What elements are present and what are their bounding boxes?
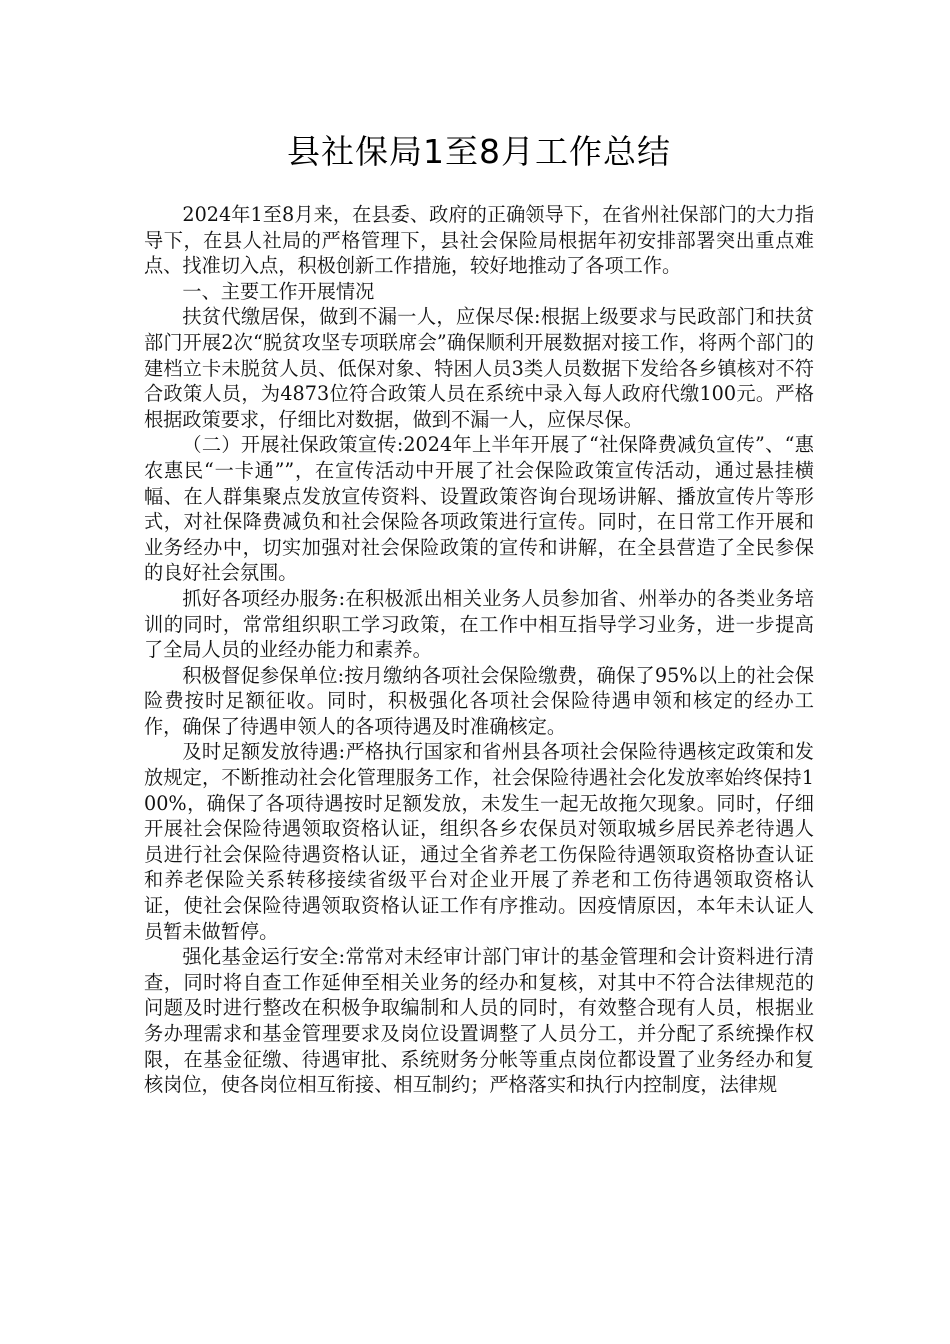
section-heading-main-work: 一、主要工作开展情况 [182,279,375,303]
paragraph-intro: 2024年1至8月来，在县委、政府的正确领导下，在省州社保部门的大力指导下，在县人社局的严格管理下，县社会保险局根据年初安排部署突出重点难点、找准切入点，积极创新工作措施，较好地推动了各项工作。 [144,203,814,278]
paragraph-handling-services: 抓好各项经办服务:在积极派出相关业务人员参加省、州举办的各类业务培训的同时，常常组织职工学习政策，在工作中相互指导学习业务，进一步提高了全局人员的业经办能力和素养。 [144,586,814,662]
document-body [144,202,814,1098]
paragraph-benefit-payment: 及时足额发放待遇:严格执行国家和省州县各项社会保险待遇核定政策和发放规定，不断推动社会化管理服务工作，社会保险待遇社会化发放率始终保持100%，确保了各项待遇按时足额发放，未发生一起无故拖欠现象。同时，仔细开展社会保险待遇领取资格认证，组织各乡农保员对领取城乡居民养老待遇人员进行社会保险待遇资格认证，通过全省养老工伤保险待遇领取资格协查认证和养老保险关系转移接续省级平台对企业开展了养老和工伤待遇领取资格认证，使社会保险待遇领取资格认证工作有序推动。因疫情原因，本年未认证人员暂未做暂停。 [144,740,814,943]
paragraph-poverty-insurance: 扶贫代缴居保，做到不漏一人，应保尽保:根据上级要求与民政部门和扶贫部门开展2次“脱贫攻坚专项联席会”确保顺利开展数据对接工作，将两个部门的建档立卡未脱贫人员、低保对象、特困人员3类人员数据下发给各乡镇核对不符合政策人员，为4873位符合政策人员在系统中录入每人政府代缴100元。严格根据政策要求，仔细比对数据，做到不漏一人，应保尽保。 [144,305,814,431]
document-title: 县社保局1至8月工作总结 [287,132,671,171]
paragraph-policy-publicity: （二）开展社保政策宣传:2024年上半年开展了“社保降费减负宣传”、“惠农惠民“一卡通””，在宣传活动中开展了社会保险政策宣传活动，通过悬挂横幅、在人群集聚点发放宣传资料、设置政策咨询台现场讲解、播放宣传片等形式，对社保降费减负和社会保险各项政策进行宣传。同时，在日常工作开展和业务经办中，切实加强对社会保险政策的宣传和讲解，在全县营造了全民参保的良好社会氛围。 [144,433,814,585]
paragraph-fund-safety: 强化基金运行安全:常常对未经审计部门审计的基金管理和会计资料进行清查，同时将自查工作延伸至相关业务的经办和复核，对其中不符合法律规范的问题及时进行整改在积极争取编制和人员的同时，有效整合现有人员，根据业务办理需求和基金管理要求及岗位设置调整了人员分工，并分配了系统操作权限，在基金征缴、待遇审批、系统财务分帐等重点岗位都设置了业务经办和复核岗位，使各岗位相互衔接、相互制约；严格落实和执行内控制度，法律规 [144,945,814,1097]
paragraph-supervise-units: 积极督促参保单位:按月缴纳各项社会保险缴费，确保了95%以上的社会保险费按时足额征收。同时，积极强化各项社会保险待遇申领和核定的经办工作，确保了待遇申领人的各项待遇及时准确核定。 [144,663,814,738]
